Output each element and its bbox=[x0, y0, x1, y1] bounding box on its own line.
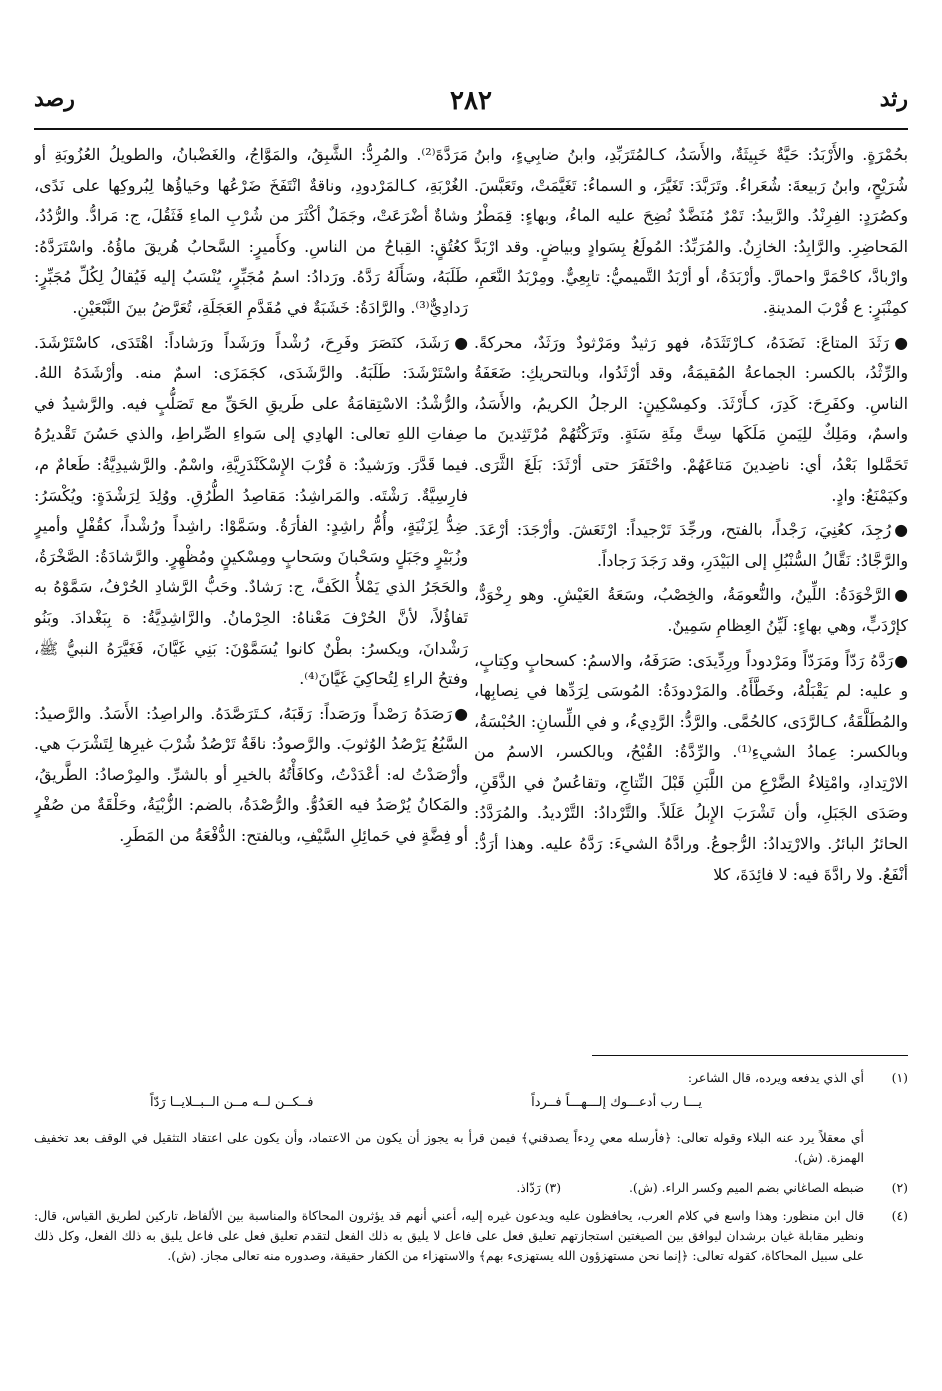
page-number: ٢٨٢ bbox=[450, 86, 492, 116]
entry-rsd: ●رَصَدَهُ رَصْداً ورَصَداً: رَقَبَهُ، كـتَرَصَّدَهُ. والراصِدُ: الأَسَدُ. والرَّصيدُ: السَّبُعُ يَرْصُدُ الوُثوبَ. والرَّصودُ: ناقَةٌ تَرْصُدُ شُرْبَ غيرِها لِتَشْرَبَ هي. وأرْصَدْتُ له: أعْدَدْتُ، وكافَأْتُهُ بالخيرِ أو بالشرِّ. والمِرْصادُ: الطَّريقُ، والمَكانُ يُرْصَدُ فيه العَدُوُّ. والرُّصْدَةُ، بالضم: الزُّبْيَةُ، وحَلْقَةٌ من صُفْرٍ أو فِضَّةٍ في حَمائِلِ السَّيْفِ، وبالفتح: الدُّفْعَةُ من المَطَرِ. bbox=[34, 703, 468, 846]
footnote-1-intro-text: أي الذي يدفعه ويرده، قال الشاعر: bbox=[687, 1070, 864, 1085]
header-right-root: رثد bbox=[879, 86, 908, 112]
page-header bbox=[34, 86, 908, 126]
entry-rjd: ●رُجِدَ، كعُنِيَ، رَجْداً، بالفتح، ورجِّدَ تَرْجيداً: ارْتَعَشَ. وأرْجَدَ: أرْعَدَ. والرَّجَّادُ: نَقَّالُ السُّنْبُلِ إلى البَيْدَرِ، وقد رَجَدَ رَجاداً. bbox=[474, 520, 908, 570]
footnote-1-intro bbox=[34, 1068, 908, 1088]
right-column bbox=[474, 140, 908, 1044]
footnote-1-number: (١) bbox=[891, 1070, 908, 1085]
footnote-2-3 bbox=[34, 1178, 908, 1198]
entry-rkhwd: ●الرَّخْوَدَةُ: اللِّينُ، والنُّعومَةُ، والخِصْبُ، وسَعَةُ العَيْشِ. وهو رِخْوَدٌّ، كإرْدَبٍّ، وهي بهاءٍ: لَيِّنُ العِظامِ سَمِينٌ. bbox=[474, 585, 908, 635]
footnote-4-number: (٤) bbox=[891, 1208, 908, 1223]
footnote-4-text: قال ابن منظور: وهذا واسع في كلام العرب، يحافظون عليه ويدعون غيره إليه، أعني أنهم قد يؤثرون المحاكاة والمناسبة بين الألفاظ، تاركين لطريق القياس، قال: ونظير مقابلة غيان برشدان ليوافق بين الصيغتين استجازتهم تعليق فعل على فاعل لا يليق به ذلك الفعل لتقدم تعليق فعل على فاعل يليق به ذلك الفعل، وكل ذلك على سبيل المحاكاة، كقوله تعالى: ﴿إنما نحن مستهزؤون الله يستهزىء بهم﴾ والاستهزاء من الكفار حقيقة، وصدوره منه تعالى مجاز. (ش). bbox=[34, 1208, 864, 1263]
footnote-2-number: (٢) bbox=[891, 1180, 908, 1195]
header-rule bbox=[34, 128, 908, 130]
footnote-3-number: (٣) bbox=[544, 1180, 562, 1195]
entry-rthd: ●رَثَدَ المتاعَ: نَضَدَهُ، كـارْتَثَدَهُ، فهو رَثيدٌ ومَرْثودٌ ورَثَدٌ، محركةً. والرِّثْدُ، بالكسر: الجماعةُ المُقيمَةُ، وقد أرْثَدُوا، وبالتحريكِ: ضَعَفَةُ الناسِ. وكفَرِحَ: كَدِرَ، كـأَرْثَدَ. وكمِسْكِينٍ: الرجلُ الكريمُ، والأَسَدُ، واسمٌ، ومَلِكٌ للِيَمنِ مَلَكَها سِتَّ مِئَةِ سَنَةٍ. وتَرَكْتُهُمْ مُرْتَثِدينَ ما تَحَمَّلوا بَعْدُ، أي: ناضِدينَ مَتاعَهُمْ. واحْتَفَرَ حتى أرْثَدَ: بَلَغَ الثَّرَى. وكيَمْنَعُ: وادٍ. bbox=[474, 332, 908, 505]
paragraph-rbd-cont: بحُمْرَةٍ. والأَرْبَدُ: حَيَّةٌ خَبِيثَةٌ، والأَسَدُ، كـالمُتَرَبِّدِ، وابنُ ضابِيءٍ، وابنُ شُرَيْحٍ، وابنُ رَبيعةَ: شُعَراءُ. وتَرَبَّدَ: تَغَيَّرَ، و السماءُ: تَغَيَّمَتْ، وتَعَبَّسَ. وكصُرَدٍ: الفِرِنْدُ. والرَّبيدُ: تَمْرٌ مُنَضَّدٌ نُضِحَ عليه الماءُ، وبهاءٍ: قِمَطْرُ المَحاضِرِ. والرَّابِدُ: الخازِنُ. والمُرَبِّدُ: المُولَعُ بِسَوادٍ وبياضٍ. وقد ارْبَدَّ وارْبادَّ، كاحْمَرَّ واحمارَّ. وأرْبَدَةُ، أو أرْبَدُ التَّميميُّ: تابِعِيٌّ. ومِرْبَدُ النَّعَمِ، كمِنْبَرٍ: ع قُرْبَ المدينةِ. bbox=[474, 145, 908, 317]
footnote-rule bbox=[592, 1055, 908, 1056]
footnote-1-verse-left: فــكــن لــه مــن الــبــلايــا رَدّاً bbox=[150, 1095, 314, 1110]
footnote-1-note: أي معقلاً يرد عنه البلاء وقوله تعالى: ﴿فأرسله معي رِدءاً يصدقني﴾ فيمن قرأ به يجوز أن يكون من الاعتماد، وأن يكون على اعتقاد التثقيل في الوقف بعد تخفيف الهمزة. (ش). bbox=[34, 1130, 864, 1165]
footnote-1-verse-right: يـــا رب أدعـــوك إلـــهـــاً فــرداً bbox=[531, 1095, 702, 1110]
paragraph-rdd-cont: مَرَدَّةَ⁽²⁾. والمُرِدُّ: الشَّبِقُ، والمَوَّاجُ، والغَضْبانُ، والطويلُ العُزُوبَةِ أو الغُرْبَةِ، كـالمَرْدودِ، وناقةٌ انْتَفَخَ ضَرْعُها وحَياؤُها لِبُروكِها على نَدًى، وشاةٌ أضْرَعَتْ، وجَمَلٌ أكْثَرَ من شُرْبِ الماءِ فَثَقُلَ، ج: مَرادُّ. والرُّدُدُ، كعُتُقٍ: القِباحُ من الناسِ. وكأَميرٍ: السَّحابُ هُريقَ ماؤُهُ. واسْتَرَدَّهُ: طَلَبَهُ، وسَأَلَهُ رَدَّهُ. ورَدادُ: اسمُ مُجَبِّرٍ، يُنْسَبُ إليه فَيُقالُ لِكُلِّ مُجَبِّرٍ: رَدادِيٌّ⁽³⁾. والرَّادَةُ: خَشَبَةٌ في مُقَدَّمِ العَجَلَةِ، تُعَرَّضُ بينَ النَّبْعَيْنِ. bbox=[34, 145, 468, 317]
entry-rdd: ●رَدَّهُ رَدّاً ومَرَدّاً ومَرْدوداً ورِدِّيدَى: صَرَفَهُ، والاسمُ: كسحابٍ وكِتابٍ، و عليه: لم يَقْبَلْهُ، وخَطَّأَهُ. والمَرْدودَةُ: المُوسَى لِرَدِّها في نِصابِها، والمُطَلَّقَةُ، كـالرَّدَى، كالحُمَّى. والرَّدُّ: الرَّدِيءُ، و في اللِّسانِ: الحُبْسَةُ، وبالكسر: عِمادُ الشيءِ⁽¹⁾. والرِّدَّةُ: القُبْحُ، وبالكسر، الاسمُ من الارْتِدادِ، وامْتِلاءُ الضَّرْعِ من اللَّبَنِ قَبْلَ النِّتاجِ، وتقاعُسٌ في الذَّقَنِ، وصَدَى الجَبَلِ، وأن تَشْرَبَ الإِبلُ عَلَلاً. والتَّرْدادُ: التَّرْديدُ. والمُرَدَّدُ: الحائرُ البائرُ. والارْتِدادُ: الرُّجوعُ. ورادَّهُ الشيءَ: رَدَّهُ عليه. وهذا أرَدُّ: أنْفَعُ. ولا رادَّةَ فيه: لا فائِدَةَ، كلا bbox=[474, 650, 908, 884]
entry-rshd: ●رَشَدَ، كنَصَرَ وفَرِحَ، رُشْداً ورَشَداً ورَشاداً: اهْتَدَى، كاسْتَرْشَدَ. واسْتَرْشَدَ: طَلَبَهُ. والرَّشَدَى، كجَمَزَى: اسمٌ منه. وأرْشَدَهُ اللهُ. والرُّشْدُ: الاسْتِقامَةُ على طَريقِ الحَقِّ مع تَصَلُّبٍ فيه. والرَّشيدُ في صِفاتِ اللهِ تعالى: الهادِي إلى سَواءِ الصِّراطِ، والذي حَسُنَ تَقْديرُهُ فيما قَدَّرَ. ورَشيدٌ: ة قُرْبَ الإِسْكَنْدَرِيَّةِ، واسْمٌ. والرَّشيدِيَّةُ: طَعامٌ م، فارِسِيَّةٌ. رَشْتَه. والمَراشِدُ: مَقاصِدُ الطُّرُقِ. ووُلِدَ لِرَشْدَةٍ: ويُكْسَرُ: ضِدُّ لِزَنْيَةٍ، وأُمُّ راشِدٍ: الفأرَةُ. وسَمَّوْا: راشِداً ورُشْداً، كقُفْلٍ وأميرٍ وزُبَيْرٍ وجَبَلٍ وسَحْبانَ وسَحابٍ ومِسْكينٍ ومُظْهِرٍ. والرَّشادَةُ: الصَّخْرَةُ، والحَجَرُ الذي يَمْلأُ الكَفَّ، ج: رَشادٌ. وحَبُّ الرَّشادِ الحُرْفُ، سَمَّوْهُ به تَفاؤُلاً، لأنَّ الحُرْفَ مَعْناهُ: الحِرْمانُ. والرَّاشِدِيَّةُ: ة بِبَغْدادَ. وبَنُو رَشْدانَ، ويكسرُ: بطْنٌ كانوا يُسَمَّوْنَ: بَنِي غَيَّانَ، فَغَيَّرَهُ النبيُّ ﷺ، وفتحُ الراءِ لِتُحاكِيَ غَيَّانَ⁽⁴⁾. bbox=[34, 332, 468, 689]
footnote-3-text: رَدّاذ. bbox=[516, 1180, 541, 1195]
header-left-root: رصد bbox=[34, 86, 75, 112]
left-column bbox=[34, 140, 468, 1044]
footnote-2-text: ضبطه الصاغاني بضم الميم وكسر الراء. (ش). bbox=[628, 1180, 864, 1195]
